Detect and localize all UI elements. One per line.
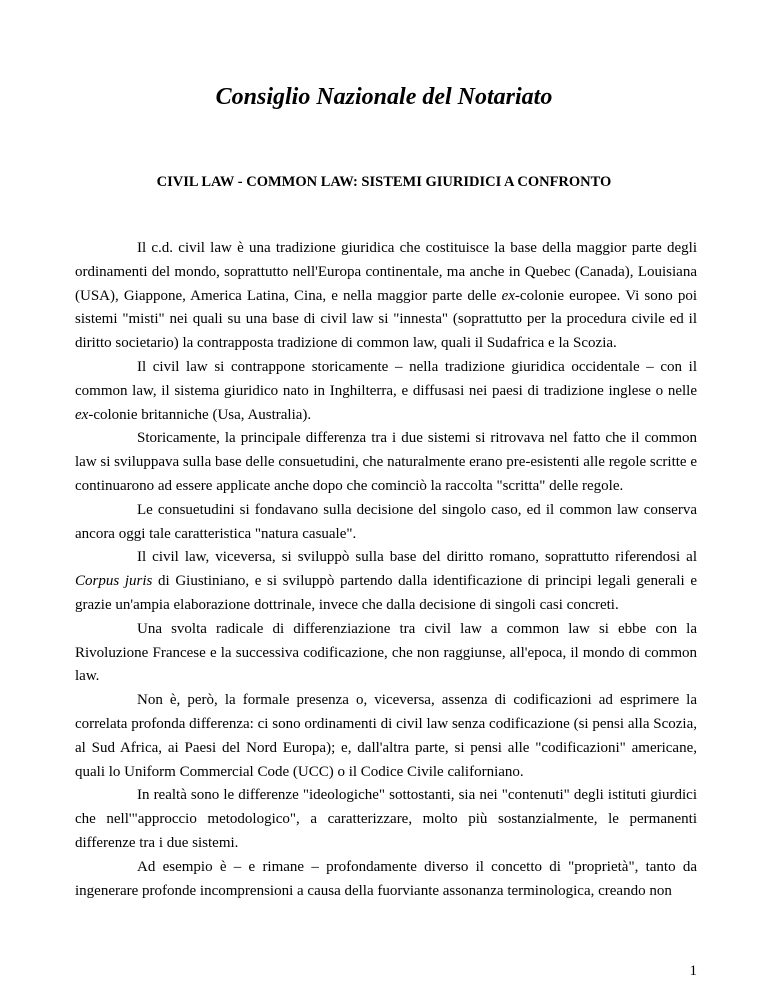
paragraph-text: Il civil law, viceversa, si sviluppò sulla base del diritto romano, soprattutto riferendosi al — [137, 549, 697, 566]
paragraph-text: -colonie europee. Vi sono poi sistemi "misti" nei quali su una base di civil law si "innesta" (soprattutto per la procedura civile ed il diritto societario) la contrapposta tradizione di common law, quali il Sudafrica e la Scozia. — [75, 287, 697, 352]
paragraph-text: Il civil law si contrappone storicamente – nella tradizione giuridica occidentale – con il common law, il sistema giuridico nato in Inghilterra, e diffusasi nei paesi di tradizione inglese o nelle — [75, 358, 697, 399]
paragraph-text: Le consuetudini si fondavano sulla decisione del singolo caso, ed il common law conserva ancora oggi tale caratteristica "natura casuale". — [75, 501, 697, 542]
body-paragraph — [75, 356, 697, 427]
body-paragraph — [75, 499, 697, 547]
document-subtitle: CIVIL LAW - COMMON LAW: SISTEMI GIURIDICI A CONFRONTO — [156, 174, 612, 190]
body-paragraph — [75, 689, 697, 784]
italic-text: ex — [75, 406, 89, 423]
paragraph-text: Storicamente, la principale differenza tra i due sistemi si ritrovava nel fatto che il common law si sviluppava sulla base delle consuetudini, che naturalmente erano pre-esistenti alle regole scritte e continuarono ad essere applicate anche dopo che cominciò la raccolta "scritta" delle regole. — [75, 430, 697, 494]
body-paragraph — [75, 546, 697, 617]
paragraph-text: In realtà sono le differenze "ideologiche" sottostanti, sia nei "contenuti" degli istituti giurdici che nell'"approccio metodologico", a caratterizzare, molto più sostanzialmente, le permanenti differenze tra i due sistemi. — [75, 787, 697, 851]
body-paragraph — [75, 856, 697, 904]
body-paragraph — [75, 237, 697, 356]
document-title: Consiglio Nazionale del Notariato — [215, 84, 553, 110]
italic-text: Corpus juris — [75, 573, 153, 590]
body-paragraph — [75, 618, 697, 689]
paragraph-text: Una svolta radicale di differenziazione tra civil law a common law si ebbe con la Rivoluzione Francese e la successiva codificazione, che non raggiunse, all'epoca, il mondo di common law. — [75, 620, 697, 685]
paragraph-text: -colonie britanniche (Usa, Australia). — [88, 406, 312, 423]
page-number: 1 — [689, 963, 697, 979]
paragraph-text: Ad esempio è – e rimane – profondamente diverso il concetto di "proprietà", tanto da ingenerare profonde incomprensioni a causa della fuorviante assonanza terminologica, creando non — [75, 858, 697, 899]
italic-text: ex — [501, 287, 515, 304]
paragraph-text: Non è, però, la formale presenza o, viceversa, assenza di codificazioni ad esprimere la correlata profonda differenza: ci sono ordinamenti di civil law senza codificazione (si pensi alla Scozia, al Sud Africa, ai Paesi del Nord Europa); e, dall'altra parte, si pensi alle "codificazioni" americane, quali lo Uniform Commercial Code (UCC) o il Codice Civile californiano. — [75, 692, 697, 780]
body-paragraph — [75, 784, 697, 855]
paragraph-text: di Giustiniano, e si sviluppò partendo dalla identificazione di principi legali generali e grazie un'ampia elaborazione dottrinale, invece che dalla decisione di singoli casi concreti. — [75, 573, 697, 613]
body-paragraph — [75, 427, 697, 498]
paragraph-text: Il c.d. civil law è una tradizione giuridica che costituisce la base della maggior parte degli ordinamenti del mondo, soprattutto nell'Europa continentale, ma anche in Quebec (Canada), Louisiana (USA), Giappone, America Latina, Cina, e nella maggior parte delle — [75, 240, 697, 304]
document-body — [75, 237, 697, 903]
